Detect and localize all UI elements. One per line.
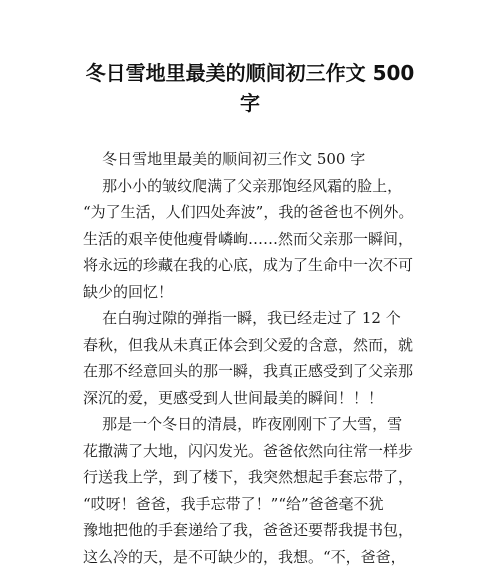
- text-line: 那是一个冬日的清晨，昨夜刚刚下了大雪，雪: [83, 411, 417, 438]
- text-line: 行送我上学，到了楼下，我突然想起手套忘带了，: [83, 464, 417, 491]
- essay-body: [83, 146, 417, 570]
- text-line: “为了生活，人们四处奔波”，我的爸爸也不例外。: [83, 199, 417, 226]
- title-line-2: 字: [240, 91, 260, 115]
- text-line: 春秋，但我从未真正体会到父爱的含意，然而，就: [83, 332, 417, 359]
- text-line: 将永远的珍藏在我的心底，成为了生命中一次不可: [83, 252, 417, 279]
- document-title: [40, 58, 460, 118]
- text-line: 在那不经意回头的那一瞬，我真正感受到了父亲那: [83, 358, 417, 385]
- text-line: 在白驹过隙的弹指一瞬，我已经走过了 12 个: [83, 305, 417, 332]
- text-line: “哎呀！爸爸，我手忘带了！”“给”爸爸毫不犹: [83, 491, 417, 518]
- text-line: 豫地把他的手套递给了我，爸爸还要帮我提书包，: [83, 517, 417, 544]
- text-line: 这么冷的天，是不可缺少的，我想。“不，爸爸，: [83, 544, 417, 570]
- text-line: 深沉的爱，更感受到人世间最美的瞬间！！！: [83, 385, 417, 412]
- text-line: 生活的艰辛使他瘦骨嶙峋……然而父亲那一瞬间，: [83, 226, 417, 253]
- title-line-1: 冬日雪地里最美的顺间初三作文 500: [86, 61, 415, 85]
- text-line: 花撒满了大地，闪闪发光。爸爸依然向往常一样步: [83, 438, 417, 465]
- text-line: 冬日雪地里最美的顺间初三作文 500 字: [83, 146, 417, 173]
- text-line: 那小小的皱纹爬满了父亲那饱经风霜的脸上，: [83, 173, 417, 200]
- text-line: 缺少的回忆！: [83, 279, 417, 306]
